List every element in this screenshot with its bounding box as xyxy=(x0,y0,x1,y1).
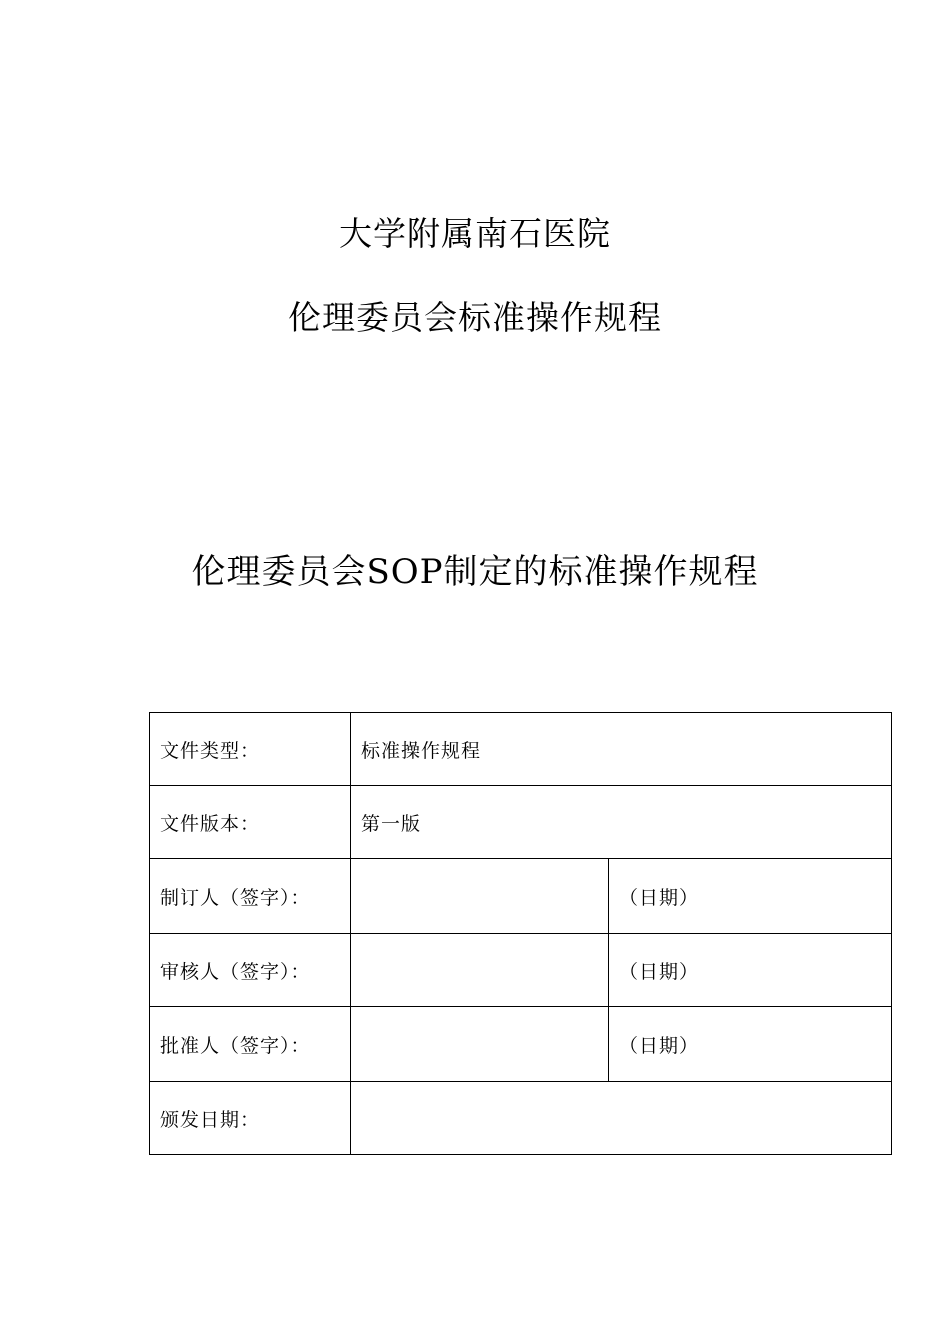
document-info-table xyxy=(149,712,892,1155)
doc-version-value: 第一版 xyxy=(351,786,892,859)
committee-sop-title: 伦理委员会标准操作规程 xyxy=(288,298,662,337)
table-row-doc-type xyxy=(150,713,892,786)
reviewer-signature-field[interactable] xyxy=(351,934,609,1007)
hospital-title: 大学附属南石医院 xyxy=(339,214,611,253)
reviewer-date-field[interactable]: （日期） xyxy=(609,934,892,1007)
approver-label: 批准人（签字）： xyxy=(150,1007,351,1082)
doc-type-label: 文件类型： xyxy=(150,713,351,786)
drafter-label: 制订人（签字）： xyxy=(150,859,351,934)
drafter-signature-field[interactable] xyxy=(351,859,609,934)
doc-version-label: 文件版本： xyxy=(150,786,351,859)
issue-date-label: 颁发日期： xyxy=(150,1082,351,1155)
table-row-reviewer xyxy=(150,934,892,1007)
approver-date-field[interactable]: （日期） xyxy=(609,1007,892,1082)
drafter-date-field[interactable]: （日期） xyxy=(609,859,892,934)
document-title: 伦理委员会SOP制定的标准操作规程 xyxy=(191,552,759,592)
table-row-drafter xyxy=(150,859,892,934)
issue-date-value[interactable] xyxy=(351,1082,892,1155)
table-row-approver xyxy=(150,1007,892,1082)
approver-signature-field[interactable] xyxy=(351,1007,609,1082)
table-row-doc-version xyxy=(150,786,892,859)
table-row-issue-date xyxy=(150,1082,892,1155)
reviewer-label: 审核人（签字）： xyxy=(150,934,351,1007)
doc-type-value: 标准操作规程 xyxy=(351,713,892,786)
